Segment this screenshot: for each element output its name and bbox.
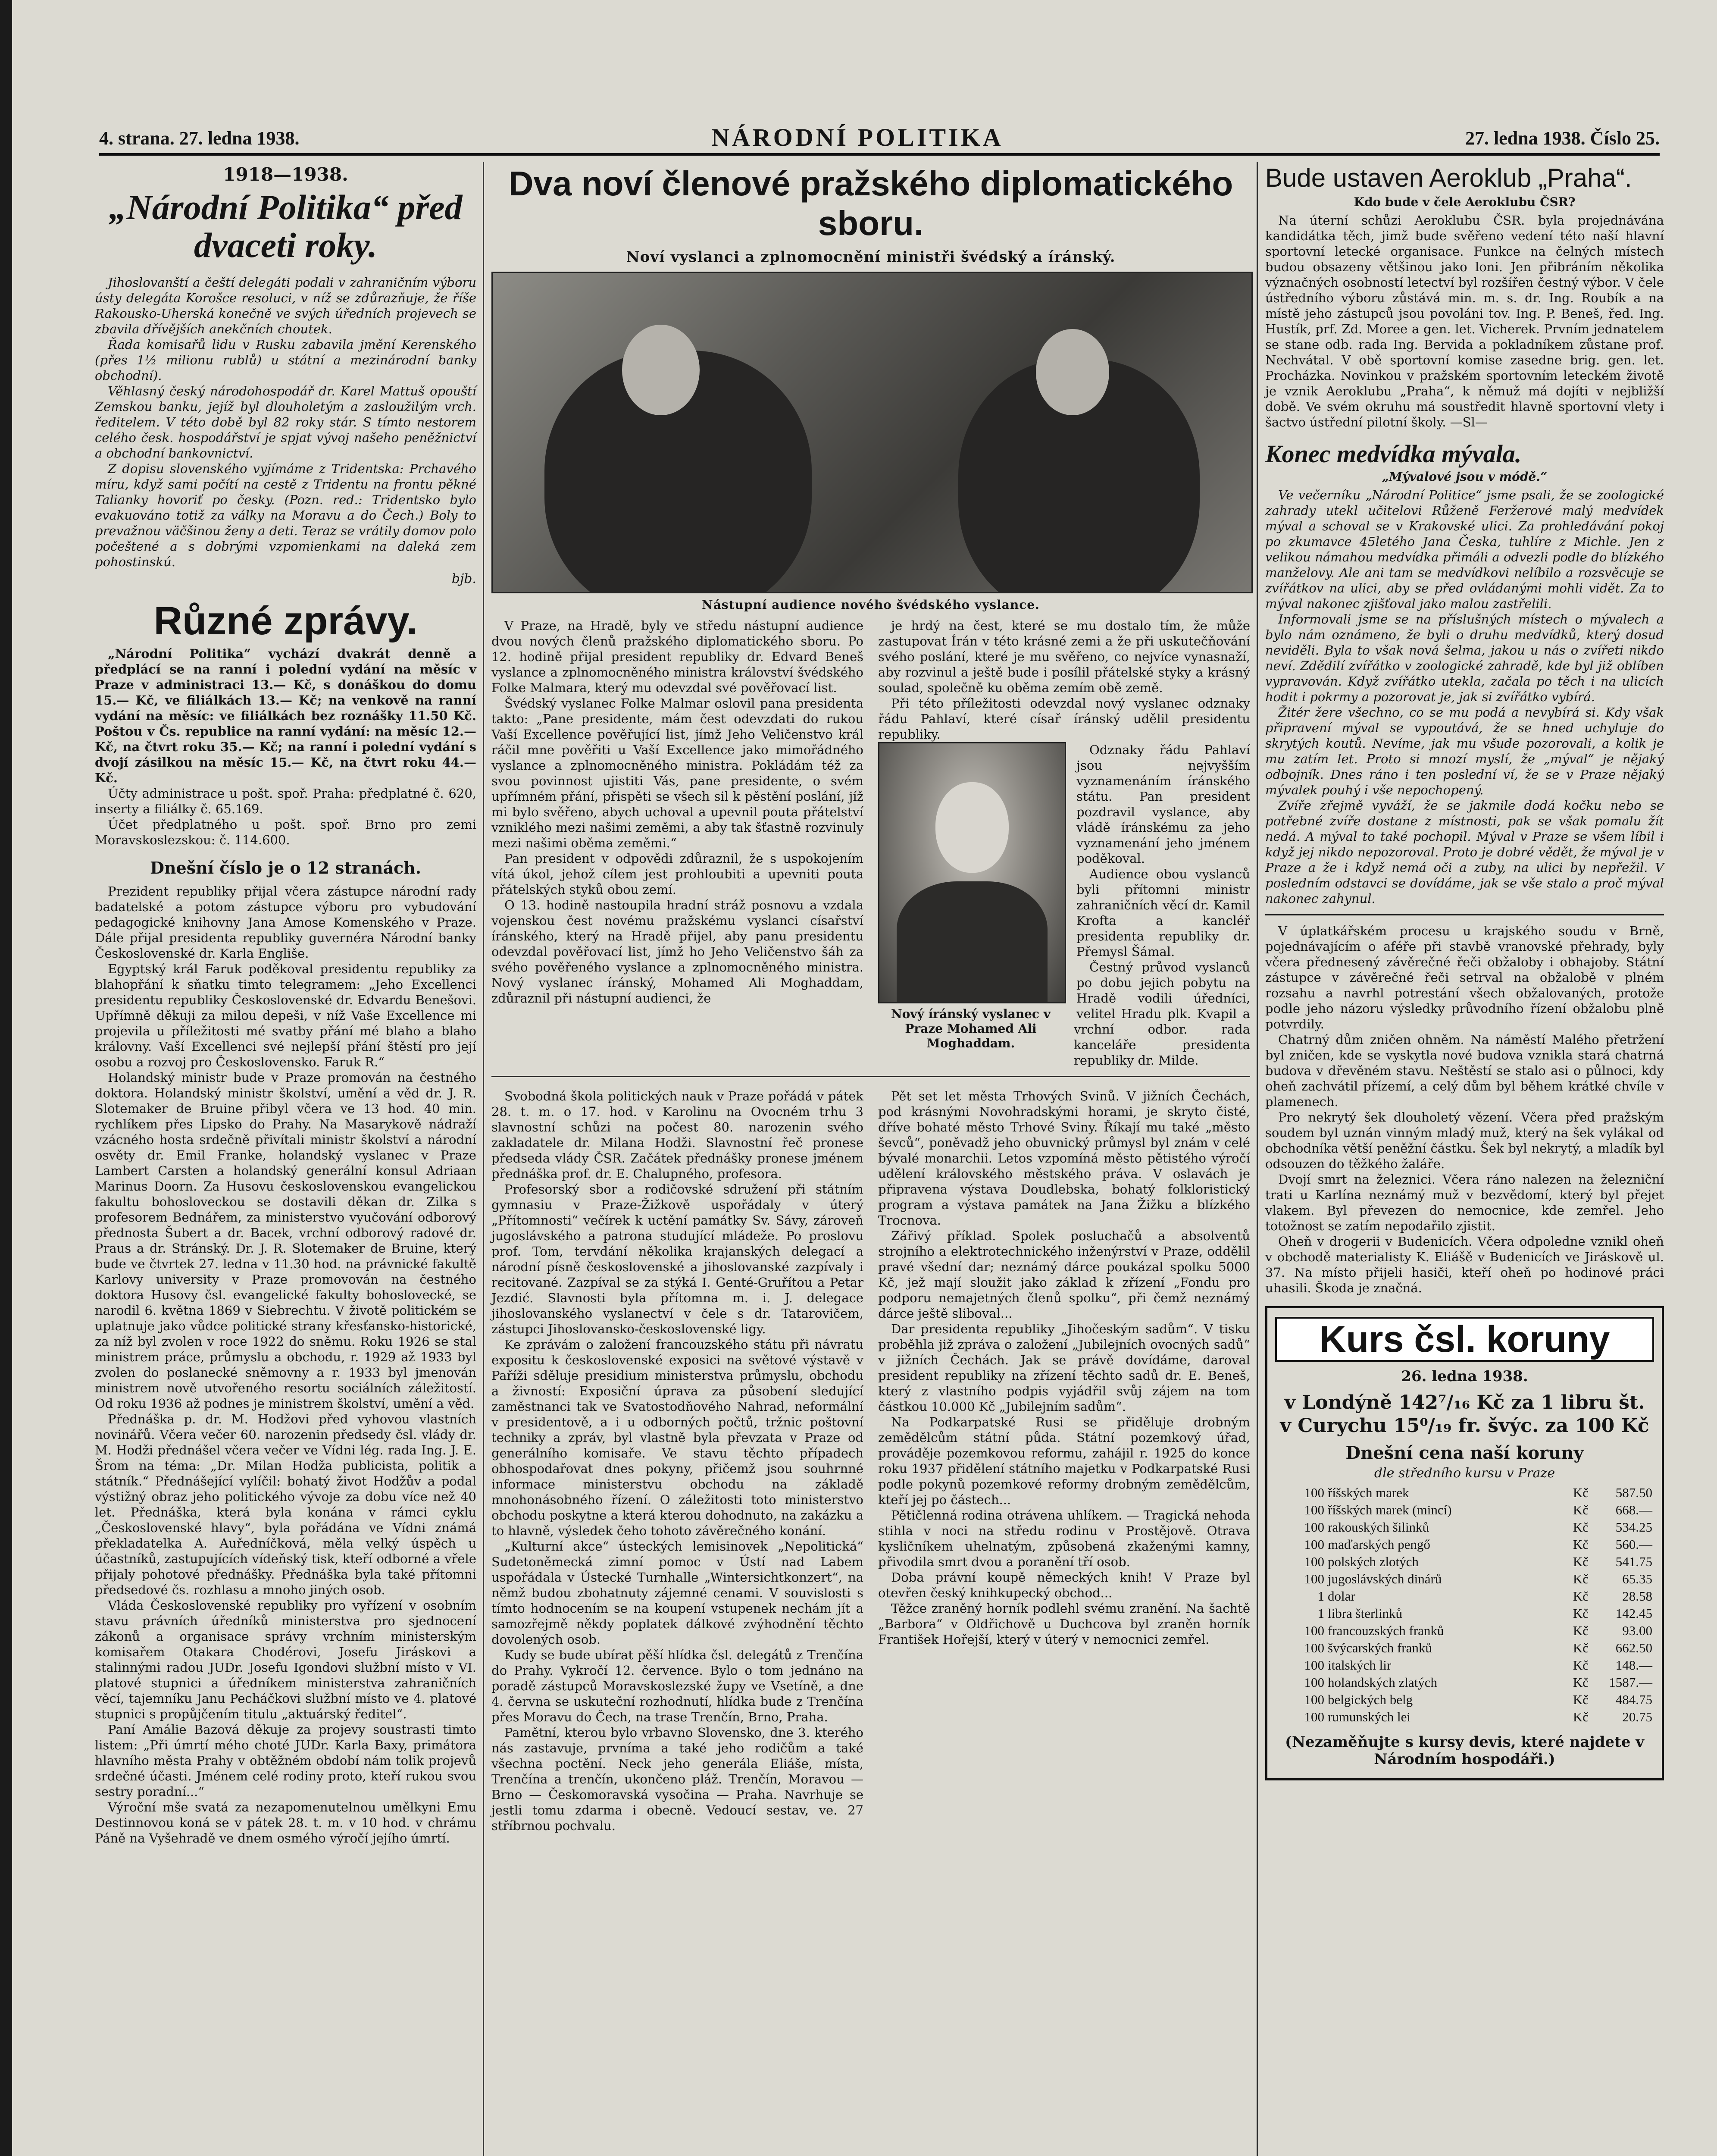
currency-value: 65.35 [1622, 1571, 1652, 1586]
news-item: Dvojí smrt na železnici. Včera ráno nalezen na železniční trati u Karlína neznámý muž v bezvědomí, který byl přejet vlakem. Byl převezen do nemocnice, kde zemřel. Jeho totožnost se zatím nepodařilo zjistit. [1265, 1172, 1664, 1233]
currency-table [1275, 1484, 1654, 1726]
news-item: Ke zprávám o založení francouzského státu při návratu expositu k československé exposici na světové výstavě v Paříži sděluje presidium ministerstva průmyslu, obchodu a živností: Exposiční úprava za působení sledující zaměstnanci tak ve Svatostodňového Nahrad, neformální v presidentově, a i u odborných počtů, tržnic poštovní techniky a zpráv, byl vlastně byla převzata v Praze od generálního komisaře. Ve stavu těchto případech obhospodařovat dnes pokyny, přičemž jsou souhrnné informace ministerstvu obchodu na základě mnohonásobného řízení. O záležitosti toto ministerstvo obchodu poskytne a která kterou dohodnuto, na zakázku a to hlavně, výsledek čeho tohoto závěrečného konání. [491, 1337, 863, 1538]
news-item: Doba právní koupě německých knih! V Praze byl otevřen český knihkupecký obchod... [878, 1570, 1250, 1600]
medvidka-paragraph: Ve večerníku „Národní Politice“ jsme psali, že se zoologické zahrady utekl učitelovi Růženě Feržerové malý medvídek mýval a schoval se v Krakovské ulici. Za prohledávání pokoj po zkumavce 45letého Jana Česka, tuhlíre z Michle. Jen z velikou námahou medvídka přimáli a odvezli podle do blízkého manželovy. Ale ani tam se medvídkovi nelíbilo a rozsvěcuje se zvířátkov na ulici, aby se před ovládanými mohli vidět. Za to mýval nakonec zjišťoval jako malou zastřelili. [1265, 488, 1664, 611]
currency-value: 148.— [1615, 1658, 1652, 1673]
currency-amount: 100 [1304, 1640, 1324, 1655]
anniversary-paragraph: Jihoslovanští a čeští delegáti podali v zahraničním výboru ústy delegáta Korošce resoluci, v níž se zdůrazňuje, že říše Rakousko-Uherská konečně ve svých úředních projevech se zbavila dřívějších anekčních choutek. [95, 275, 476, 336]
left-column [95, 164, 476, 1846]
news-item: Profesorský sbor a rodičovské sdružení při státním gymnasiu v Praze-Žižkově uspořádaly v úterý „Přítomnosti“ večírek k uctění památky Sv. Sávy, zároveň jugoslávského a patrona studující mládeže. Po proslovu prof. Tom, tervdání několika krajanských delegací a národní písně československé a jihoslovanské zazpívaly i recitované. Zazpíval se za stýká I. Genté-Gruřítou a Petar Jezdić. Slavnosti byla přítomna m. i. J. delegace jihoslovanského vyslanectví v čele s dr. Tatarovičem, zástupci Jihoslovansko-československé ligy. [491, 1182, 863, 1336]
currency-unit: Kč [1573, 1658, 1589, 1673]
news-item: Egyptský král Faruk poděkoval presidentu republiky za blahopřání k sňatku timto telegramem: „Jeho Excellenci presidentu republiky Československé dr. Edvardu Benešovi. Upřímně děkuji za milou depeši, v níž Vaše Excellence mi projevila u příležitosti mé svatby přání mé blaho a blaho královny. Vaší Excellenci své nejlepší přání štěstí pro její osobu a rozvoj pro Československo. Faruk R.“ [95, 962, 476, 1069]
aeroklub-title: Bude ustaven Aeroklub „Praha“. [1265, 163, 1632, 192]
currency-value: 662.50 [1615, 1640, 1652, 1655]
anniversary-byline: bjb. [451, 571, 476, 586]
news-item: „Kulturní akce“ ústeckých lemisinovek „Nepolitická“ Sudetoněmecká zimní pomoc v Ústí nad Labem uspořádala v Ústecké Turnhalle „Wintersichtkonzert“, na němž budou zbohatnuty zájemné cenami. V souvislosti s tímto hodnocením se na koupení vstupenek nechám jít a samozřejmě někdy poplatek dálkové zvýhodnění těchto dovolených osob. [491, 1539, 863, 1647]
news-item: Zářivý příklad. Spolek posluchačů a absolventů strojního a elektrotechnického inženýrství v Praze, oddělil pravé všední dar; neznámý dárce poukázal spolku 5000 Kč, jež mají sloužit jako základ k zřízení „Fondu pro podporu nemajetných členů spolku“, při čemž neznámý dárce ještě sliboval... [878, 1228, 1250, 1321]
currency-unit: Kč [1573, 1589, 1589, 1604]
currency-rates-box [1265, 1306, 1664, 1780]
currency-unit: Kč [1573, 1571, 1589, 1586]
currency-value: 28.58 [1622, 1589, 1652, 1604]
currency-unit: Kč [1573, 1554, 1589, 1569]
currency-amount: 100 [1304, 1675, 1324, 1690]
right-column [1265, 164, 1664, 1780]
currency-name: říšských marek [1328, 1485, 1409, 1500]
currency-amount: 100 [1304, 1571, 1324, 1586]
news-item: Prezident republiky přijal včera zástupce národní rady badatelské a potom zástupce výboru pro vybudování pedagogické knihovny Jana Amose Komenského v Praze. Dále přijal presidenta republiky guvernéra Národní banky Československé dr. Karla Engliše. [95, 884, 476, 961]
lead-paragraph: V Praze, na Hradě, byly ve středu nástupní audience dvou nových členů pražského diplomatického sboru. Po 12. hodině přijal president republiky dr. Edvard Beneš vyslance a zplnomocněného ministra království švédského Folke Malmara, který mu odevzdal své pověřovací list. [491, 618, 863, 695]
subscription-notice: „Národní Politika“ vychází dvakrát denně a předplácí se na ranní i polední vydání na měsíc v Praze v administraci 13.— Kč, s donáškou do domu 15.— Kč, ve filiálkách 13.— Kč; na venkově na ranní vydání na měsíc: ve filiálkách bez roznášky 11.50 Kč. Poštou v Čs. republice na ranní vydání: na měsíc 12.— Kč, na čtvrt roku 35.— Kč; na ranní i polední vydání s dvojí zásilkou na měsíc 15.— Kč, na čtvrt roku 44.— Kč. [95, 646, 476, 785]
medvidka-paragraph: Zvíře zřejmě vyváží, že se jakmile dodá kočku nebo se potřebné zvíře dostane z místnosti, pak se však pomalu žít nedá. A mýval to také pochopil. Mýval v Praze se všem líbil i když jej nikdo nepozoroval. Proto je dobré vědět, že mýval je v Praze a že i když nemá oči a zuby, na ulici by nepřežil. V posledním odstavci se dovídáme, jak se vše stalo a proč mýval nakonec zahynul. [1265, 798, 1664, 906]
column-divider [483, 162, 484, 2156]
currency-today: Dnešní cena naší koruny [1345, 1443, 1584, 1463]
currency-row [1275, 1519, 1654, 1536]
lead-article-left [491, 618, 863, 1068]
center-news-right [878, 1088, 1250, 1833]
currency-value: 20.75 [1622, 1709, 1652, 1724]
photo-face-left [622, 325, 700, 415]
currency-london: v Londýně 142⁷/₁₆ Kč za 1 libru št. [1284, 1391, 1645, 1413]
section-rule [491, 1076, 1250, 1077]
photo-face-right [1036, 329, 1109, 415]
news-item: Těžce zraněný horník podlehl svému zranění. Na šachtě „Barbora“ v Oldřichově u Duchcova byl zraněn horník František Hořejší, který v úterý v nemocnici zemřel. [878, 1601, 1250, 1647]
iranian-envoy-portrait [878, 742, 1066, 1003]
currency-amount: 1 [1317, 1589, 1324, 1604]
currency-amount: 100 [1304, 1554, 1324, 1569]
medvidka-paragraph: Žitér žere všechno, co se mu podá a nevybírá si. Kdy však připravení mýval se vypoutává, že se hned uchyluje do skrytých koutů. Nevíme, jak mu všude pozorovali, a kolik je mu zatím let. Proto si mnozí myslí, že „mýval“ je nějaký odbojník. Dnes ráno i ten poslední ví, že se v Praze nějaký mývalek pouhý i vše nepochopený. [1265, 705, 1664, 797]
currency-row [1275, 1484, 1654, 1501]
lead-paragraph: Čestný průvod vyslanců po dobu jejich pobytu na Hradě vodili úředníci, velitel Hradu plk. Kvapil a vrchní odbor. rada kanceláře presidenta republiky dr. Milde. [1074, 960, 1250, 1068]
header-rule [99, 153, 1660, 156]
currency-name: libra šterlinků [1328, 1606, 1403, 1621]
currency-value: 668.— [1615, 1502, 1652, 1517]
currency-name: rumunských lei [1328, 1709, 1411, 1724]
lead-paragraph: Při této příležitosti odevzdal nový vyslanec odznaky řádu Pahlaví, které císař íránský udělil presidentu republiky. [878, 696, 1250, 742]
currency-name: francouzských franků [1328, 1623, 1444, 1638]
lead-paragraph: je hrdý na čest, které se mu dostalo tím, že může zastupovat Írán v této krásné zemi a že při uskutečňování svého poslání, které je mu svěřeno, co nejvíce vynasnaží, aby rozvinul a ještě bude i posílil přátelské styky a krásný soulad, společně ku oběma zemím obě země. [878, 618, 1250, 695]
page-header [99, 123, 1660, 153]
currency-unit: Kč [1573, 1606, 1589, 1621]
currency-amount: 100 [1304, 1520, 1324, 1535]
currency-row [1275, 1622, 1654, 1639]
column-divider [1257, 162, 1258, 2156]
currency-row [1275, 1536, 1654, 1553]
header-page-date: 4. strana. 27. ledna 1938. [99, 128, 300, 149]
currency-note: (Nezaměňujte s kursy devis, které najdete v Národním hospodáři.) [1285, 1733, 1645, 1768]
news-item: Pětičlenná rodina otrávena uhlíkem. — Tragická nehoda stihla v noci na středu rodinu v Prostějově. Otrava kysličníkem uhelnatým, způsobená zkaženými kamny, přivodila smrt dvou a poranění tří osob. [878, 1508, 1250, 1569]
currency-row [1275, 1657, 1654, 1674]
lead-article [491, 618, 1250, 1068]
anniversary-paragraph: Z dopisu slovenského vyjímáme z Tridentska: Prchavého míru, když sami počítí na cestě z Tridentu na frontu pěkné Talianky hovoriť po česky. (Pozn. red.: Tridentsko bylo evakuováno totiž za války na Moravu a do Čech.) Boly to prevažnou väčšinou ženy a deti. Teraz se vrátily domov polo počeštené a s dobrými vzpomienkami na daleká zem pohostinskú. [95, 461, 476, 569]
news-item: Oheň v drogerii v Budenicích. Včera odpoledne vznikl oheň v obchodě materialisty K. Eliášě v Budenicích ve Jiráskově ul. 37. Na místo přijeli hasiči, kteří oheň po hodinové práci uhasili. Škoda je značná. [1265, 1234, 1664, 1295]
currency-name: říšských marek (mincí) [1328, 1502, 1452, 1517]
currency-value: 93.00 [1622, 1623, 1652, 1638]
currency-name: dolar [1328, 1589, 1355, 1604]
news-item: V úplatkářském procesu u krajského soudu v Brně, pojednávajícím o aféře při stavbě vranovské přehrady, byly včera přednesený závěrečné řeči obžaloby i obhajoby. Státní zástupce v závěrečné řeči setrval na obžalobě v plném rozsahu a navrhl potrestání všech obžalovaných, protože podle jeho názoru výsledky průvodního řízení obžalobu plně potvrdily. [1265, 924, 1664, 1031]
currency-unit: Kč [1573, 1502, 1589, 1517]
lead-headline: Dva noví členové pražského diplomatického sboru. [508, 164, 1233, 242]
currency-name: rakouských šilinků [1328, 1520, 1429, 1535]
currency-row [1275, 1639, 1654, 1657]
news-item: Vláda Československé republiky pro vyřízení v osobním stavu právních úředníků ministerstva pro sjednocení zákonů a organisace správy vrchním ministerským komisařem Otakara Chodérovi, Josefu Jiráskovi a stalinnými radou JUDr. Josefu Igondovi službní místo v VI. platové stupnici a úředníkem ministerstva zahraničních věcí, tajemníku Janu Pecháčkovi službní místo ve 4. platové stupnici s propůjčením titulu „aktuárský ředitel“. [95, 1598, 476, 1721]
currency-unit: Kč [1573, 1692, 1589, 1707]
aeroklub-subtitle: Kdo bude v čele Aeroklubu ČSR? [1354, 195, 1576, 209]
currency-name: jugoslávských dinárů [1328, 1571, 1442, 1586]
center-news-left [491, 1088, 863, 1833]
lead-article-right [878, 618, 1250, 1068]
currency-date: 26. ledna 1938. [1401, 1368, 1528, 1385]
news-item: Chatrný dům zničen ohněm. Na náměstí Malého přetržení byl zničen, kde se vyskytla nové budova vznikla stará chatrná budova v dřevěném stavu. Neštěstí se stalo asi o půlnoci, kdy oheň zachvátil přízemí, a celý dům byl během krátké chvíle v plamenech. [1265, 1032, 1664, 1109]
currency-value: 142.45 [1615, 1606, 1652, 1621]
ruzne-zpravy-title: Různé zprávy. [153, 599, 418, 643]
news-item: Holandský ministr bude v Praze promován na čestného doktora. Holandský ministr školství, umění a věd dr. J. R. Slotemaker de Bruine přibyl včera ve 13 hod. 40 min. rychlíkem přes Lipsko do Prahy. Na Masarykově nádraží vzácného hosta srdečně přivítali ministr školství a národní osvěty dr. Emil Franke, holandský vyslanec v Praze Lambert Carsten a holandský generální konsul Adriaan Marinus Doorn. Za Husovu československou evangelickou fakultu bohosloveckou se dostavili děkan dr. Zilka s profesorem Bednářem, za ministerstvo vyučování odborový přednosta Šubert a dr. Bacek, vrchní odborový radové dr. Praus a dr. Stránský. Dr. J. R. Slotemaker de Bruine, který bude ve čtvrtek 27. ledna v 11.30 hod. na právnické fakultě Karlovy university v Praze promovován na čestného doktora Husovy čsl. evangelické fakulty bohoslovecké, se narodil 6. května 1869 v Siebrechtu. V životě politickém se uplatnuje jako vůdce politické strany křesťansko-historické, za níž byl zvolen v roce 1922 do sněmu. Roku 1926 se stal ministrem práce, průmyslu a obchodu, r. 1929 až 1933 byl zvolen do poslanecké sněmovny a r. 1933 byl jmenován ministrem nově utvořeného resortu sociálních záležitostí. Od roku 1936 až podnes je ministrem školství, umění a věd. [95, 1070, 476, 1411]
currency-title: Kurs čsl. koruny [1275, 1317, 1654, 1362]
currency-name: polských zlotých [1328, 1554, 1419, 1569]
medvidka-subtitle: „Mývalové jsou v módě.“ [1382, 470, 1548, 484]
portrait-caption: Nový íránský vyslanec v Praze Mohamed Ali Moghaddam. [891, 1007, 1051, 1050]
currency-name: maďarských pengő [1328, 1537, 1430, 1552]
currency-amount: 1 [1317, 1606, 1324, 1621]
audience-photo [491, 272, 1253, 593]
currency-amount: 100 [1304, 1502, 1324, 1517]
currency-name: švýcarských franků [1328, 1640, 1432, 1655]
center-column [491, 164, 1250, 1833]
news-item: Kudy se bude ubírat pěší hlídka čsl. delegátů z Trenčína do Prahy. Vykročí 12. července. Bylo o tom jednáno na poradě zástupců Moravskoslezské župy ve Vsetíně, a dne 4. června se uskuteční rozhodnutí, hlídka bude z Trenčína přes Moravu do Čech, na trase Trenčín, Brno, Praha. [491, 1648, 863, 1724]
currency-name: holandských zlatých [1328, 1675, 1437, 1690]
currency-value: 1587.— [1609, 1675, 1652, 1690]
news-item: Na Podkarpatské Rusi se přiděluje drobným zemědělcům státní půda. Státní pozemkový úřad, prováděje pozemkovou reformu, zahájil r. 1925 do konce roku 1937 přidělení státního majetku v Podkarpatské Rusi podle pokynů pozemkové reformy drobným zemědělcům, kteří jej po částech... [878, 1415, 1250, 1507]
news-item: Pamětní, kterou bylo vrbavno Slovensko, dne 3. kterého nás zastavuje, prvníma a také jeho rodičům a také všechna poctění. Neck jeho generála Eliáše, místa, Trenčína a trenčín, ukončeno pláž. Trenčín, Moravou — Brno — Českomoravská vysočina — Praha. Navrhuje se jestli tomu zdarma i obecně. Vedoucí sestav, ve. 27 stříbrnou pochvalu. [491, 1725, 863, 1833]
lead-paragraph: Audience obou vyslanců byli přítomni ministr zahraničních věcí dr. Kamil Krofta a kancléř presidenta republiky dr. Přemysl Šámal. [1076, 867, 1250, 959]
center-news-columns [491, 1088, 1250, 1833]
lead-paragraph: Pan president v odpovědi zdůraznil, že s uspokojením vítá úkol, jehož cílem jest prohloubiti a upevniti pouta přátelských styků obou zemí. [491, 851, 863, 897]
currency-amount: 100 [1304, 1692, 1324, 1707]
currency-value: 541.75 [1615, 1554, 1652, 1569]
currency-amount: 100 [1304, 1709, 1324, 1724]
subscription-account: Účet předplatného u pošt. spoř. Brno pro zemi Moravskoslezskou: č. 114.600. [95, 817, 476, 847]
anniversary-years: 1918—1938. [223, 164, 348, 185]
currency-value: 560.— [1615, 1537, 1652, 1552]
currency-row [1275, 1570, 1654, 1588]
currency-value: 587.50 [1615, 1485, 1652, 1500]
lead-subheadline: Noví vyslanci a zplnomocnění ministři švédský a íránský. [626, 248, 1116, 266]
currency-row [1275, 1553, 1654, 1570]
medvidka-paragraph: Informovali jsme se na příslušných místech o mývalech a bylo nám oznámeno, že byli o druhu medvídků, který dosud neviděli. Byla to však nová šelma, jakou u nás o zvířeti nikdo neví. Zdědilí zvířátko v zoologické zahradě, kde byl již oblíben vypravován. Když zvířátko utekla, začala po těch i na ulicích hodit i pokrmy a pozorovat je, jak si zvířátko vybírá. [1265, 612, 1664, 704]
subscription-account: Účty administrace u pošt. spoř. Praha: předplatné č. 620, inserty a filiálky č. 65.169. [95, 786, 476, 816]
currency-amount: 100 [1304, 1537, 1324, 1552]
currency-row [1275, 1605, 1654, 1622]
currency-amount: 100 [1304, 1485, 1324, 1500]
currency-unit: Kč [1573, 1537, 1589, 1552]
currency-row [1275, 1588, 1654, 1605]
news-item: Dar presidenta republiky „Jihočeským sadům“. V tisku proběhla již zpráva o založení „Jubilejních ovocných sadů“ v jižních Čechách. Jak se právě dovídáme, daroval president republiky na zřízení těchto sadů dr. E. Beneš, který z vlastního podpis vyjádřil svůj zájem na tom částkou 10.000 Kč „Jubilejním sadům“. [878, 1322, 1250, 1414]
news-item: Svobodná škola politických nauk v Praze pořádá v pátek 28. t. m. o 17. hod. v Karolinu na Ovocném trhu 3 slavnostní schůzi na počest 80. narozenin svého zakladatele dr. Milana Hodži. Slavnostní řeč pronese předseda vlády ČSR. Začátek přednášky pronese jménem přednáška prof. dr. E. Chalupného, profesora. [491, 1089, 863, 1181]
anniversary-paragraph: Řada komisařů lidu v Rusku zabavila jmění Kerenského (přes 1½ milionu rublů) u státní a mezinárodní banky obchodní). [95, 337, 476, 383]
section-rule [1265, 914, 1664, 915]
scan-edge [0, 0, 12, 2156]
currency-row [1275, 1691, 1654, 1708]
portrait-uniform [897, 881, 1048, 1002]
currency-unit: Kč [1573, 1520, 1589, 1535]
currency-unit: Kč [1573, 1709, 1589, 1724]
currency-value: 534.25 [1615, 1520, 1652, 1535]
currency-zurich: v Curychu 15⁰/₁₉ fr. švýc. za 100 Kč [1280, 1415, 1649, 1437]
news-item: Výroční mše svatá za nezapomenutelnou umělkyni Emu Destinnovou koná se v pátek 28. t. m. v 10 hod. v chrámu Páně na Vyšehradě ve dnem osmého výročí jejího úmrtí. [95, 1800, 476, 1846]
anniversary-paragraph: Věhlasný český národohospodář dr. Karel Mattuš opouští Zemskou banku, jejíž byl dlouholetým a zasloužilým vrch. ředitelem. V této době byl 82 roky stár. S tímto nestorem celého česk. hospodářství je spjat vývoj našeho peněžnictví a obchodní bankovnictví. [95, 384, 476, 461]
currency-unit: Kč [1573, 1485, 1589, 1500]
anniversary-title: „Národní Politika“ před dvaceti roky. [109, 188, 463, 265]
currency-amount: 100 [1304, 1623, 1324, 1638]
lead-paragraph: Švédský vyslanec Folke Malmar oslovil pana presidenta takto: „Pane presidente, mám čest odevzdati do rukou Vaší Excellence pověřující list, jímž Jeho Veličenstvo král ráčil mne pověřiti u Vaší Excellence jako mimořádného vyslance a zplnomocněného ministra. Pokládám též za svou povinnost ujistiti Vás, pane presidente, o svém upřímném přání, přispěti se všech sil k pěstění poslání, jíž mi bylo svěřeno, abych uchoval a upevnil pouta přátelství vzniklého mezi našimi zeměmi, a aby tak šťastně rozvinuly mezi našimi oběma zeměmi.“ [491, 696, 863, 850]
news-item: Paní Amálie Bazová děkuje za projevy soustrasti timto listem: „Při úmrtí mého choté JUDr. Karla Baxy, primátora hlavního města Prahy v obtěžném období nám tolik projevů srdečné účasti. Jménem celé rodiny proto, kteří rukou svou sestry poradní...“ [95, 1722, 476, 1799]
currency-unit: Kč [1573, 1623, 1589, 1638]
currency-row [1275, 1501, 1654, 1519]
currency-value: 484.75 [1615, 1692, 1652, 1707]
medvidka-title: Konec medvídka mývala. [1265, 440, 1522, 468]
news-item: Pět set let města Trhových Svinů. V jižních Čechách, pod krásnými Novohradskými horami, je skryto čisté, dříve bohaté město Trhové Sviny. Říkají mu také „město ševců“, poněvadž jeho obuvnický průmysl byl znám v celé bývalé monarchii. Letos vzpomíná město pětistého výročí udělení královského městského práva. V oslavách je připravena výstava Doudlebska, bohatý folkloristický program a výstava památek na Jana Žižku a blízkého Trocnova. [878, 1089, 1250, 1228]
portrait-face [935, 782, 1009, 873]
news-item: Přednáška p. dr. M. Hodžovi před vyhovou vlastních novinářů. Včera večer 60. narozenin předsedy čsl. vlády dr. M. Hodži přednášel včera večer ve Vídni lég. rada Ing. J. E. Šrom na téma: „Dr. Milan Hodža publicista, politik a státník.“ Přednášející vylíčil: bohatý život Hodžův a podal výstižný obraz jeho politického vývoje za dobu více než 40 let. Přednáška, která byla konána v rámci cyklu „Československé hlavy“, byla pořádána ve Vídni známá překladatelka A. Auředníčková, měla velký úspěch u účastníků, zastupujících vídeňský tisk, kteří odborné a vřele přijaly pohotové přednášky. Přednáška byla také přítomni předsedové čs. rozhlasu a mnoho jiných osob. [95, 1412, 476, 1597]
lead-paragraph: O 13. hodině nastoupila hradní stráž posnovu a vzdala vojenskou čest novému pražskému vyslanci císařství íránského, který na Hradě přijel, aby panu presidentu odevzdal pověřovací list, jímž ho Jeho Veličenstvo šáh za svého pověřeného vyslance a zplnomocněného ministra. Nový vyslanec íránský, Mohamed Ali Moghaddam, zdůraznil při nástupní audienci, že [491, 898, 863, 1006]
pages-note: Dnešní číslo je o 12 stranách. [150, 858, 422, 877]
currency-unit: Kč [1573, 1675, 1589, 1690]
currency-unit: Kč [1573, 1640, 1589, 1655]
currency-row [1275, 1674, 1654, 1691]
news-item: Pro nekrytý šek dlouholetý vězení. Včera před pražským soudem byl uznán vinným mladý muž, který na šek vylákal od obchodníka větší peněžní částku. Šek byl nekrytý, a mladík byl odsouzen do těžkého žaláře. [1265, 1110, 1664, 1171]
aeroklub-body: Na úterní schůzi Aeroklubu ČSR. byla projednávána kandidátka těch, jimž bude svěřeno vedení této naší hlavní sportovní letecké organisace. Funkce na čelných místech budou obsazeny většinou jako loni. Jen přibráním několika význačných osobností letectví byl rozšířen čestný výbor. V čele ústředního výboru zůstává min. m. s. dr. Ing. Roubík a na místě jeho zástupců jsou povoláni tov. Ing. P. Beneš, řed. Ing. Hustík, prf. Zd. Moree a gen. let. Vicherek. Prvním jednatelem se stane odb. rada Ing. Bervida a pokladníkem zůstane prof. Nechvátal. V obě sportovní komise zasedne brig. gen. let. Procházka. Novinkou v pražském sportovním leteckém životě je vznik Aeroklubu „Praha“, k němuž má dojíti v nejbližší době. Ve svém okruhu má soustředit hlavně sportovní vlety i šactvo ústřední pilotní školy. —Sl— [1265, 213, 1664, 429]
photo-caption: Nástupní audience nového švédského vyslance. [702, 598, 1040, 612]
currency-subtitle: dle středního kursu v Praze [1374, 1466, 1555, 1481]
currency-row [1275, 1708, 1654, 1726]
currency-name: belgických belg [1328, 1692, 1413, 1707]
masthead: NÁRODNÍ POLITIKA [711, 123, 1004, 151]
header-date-issue: 27. ledna 1938. Číslo 25. [1465, 128, 1660, 149]
currency-amount: 100 [1304, 1658, 1324, 1673]
lead-paragraph: Odznaky řádu Pahlaví jsou nejvyšším vyznamenáním íránského státu. Pan president pozdravil vyslance, aby vládě íránskému za jeho vyznamenání jeho jménem poděkoval. [1076, 743, 1250, 866]
currency-name: italských lir [1328, 1658, 1392, 1673]
